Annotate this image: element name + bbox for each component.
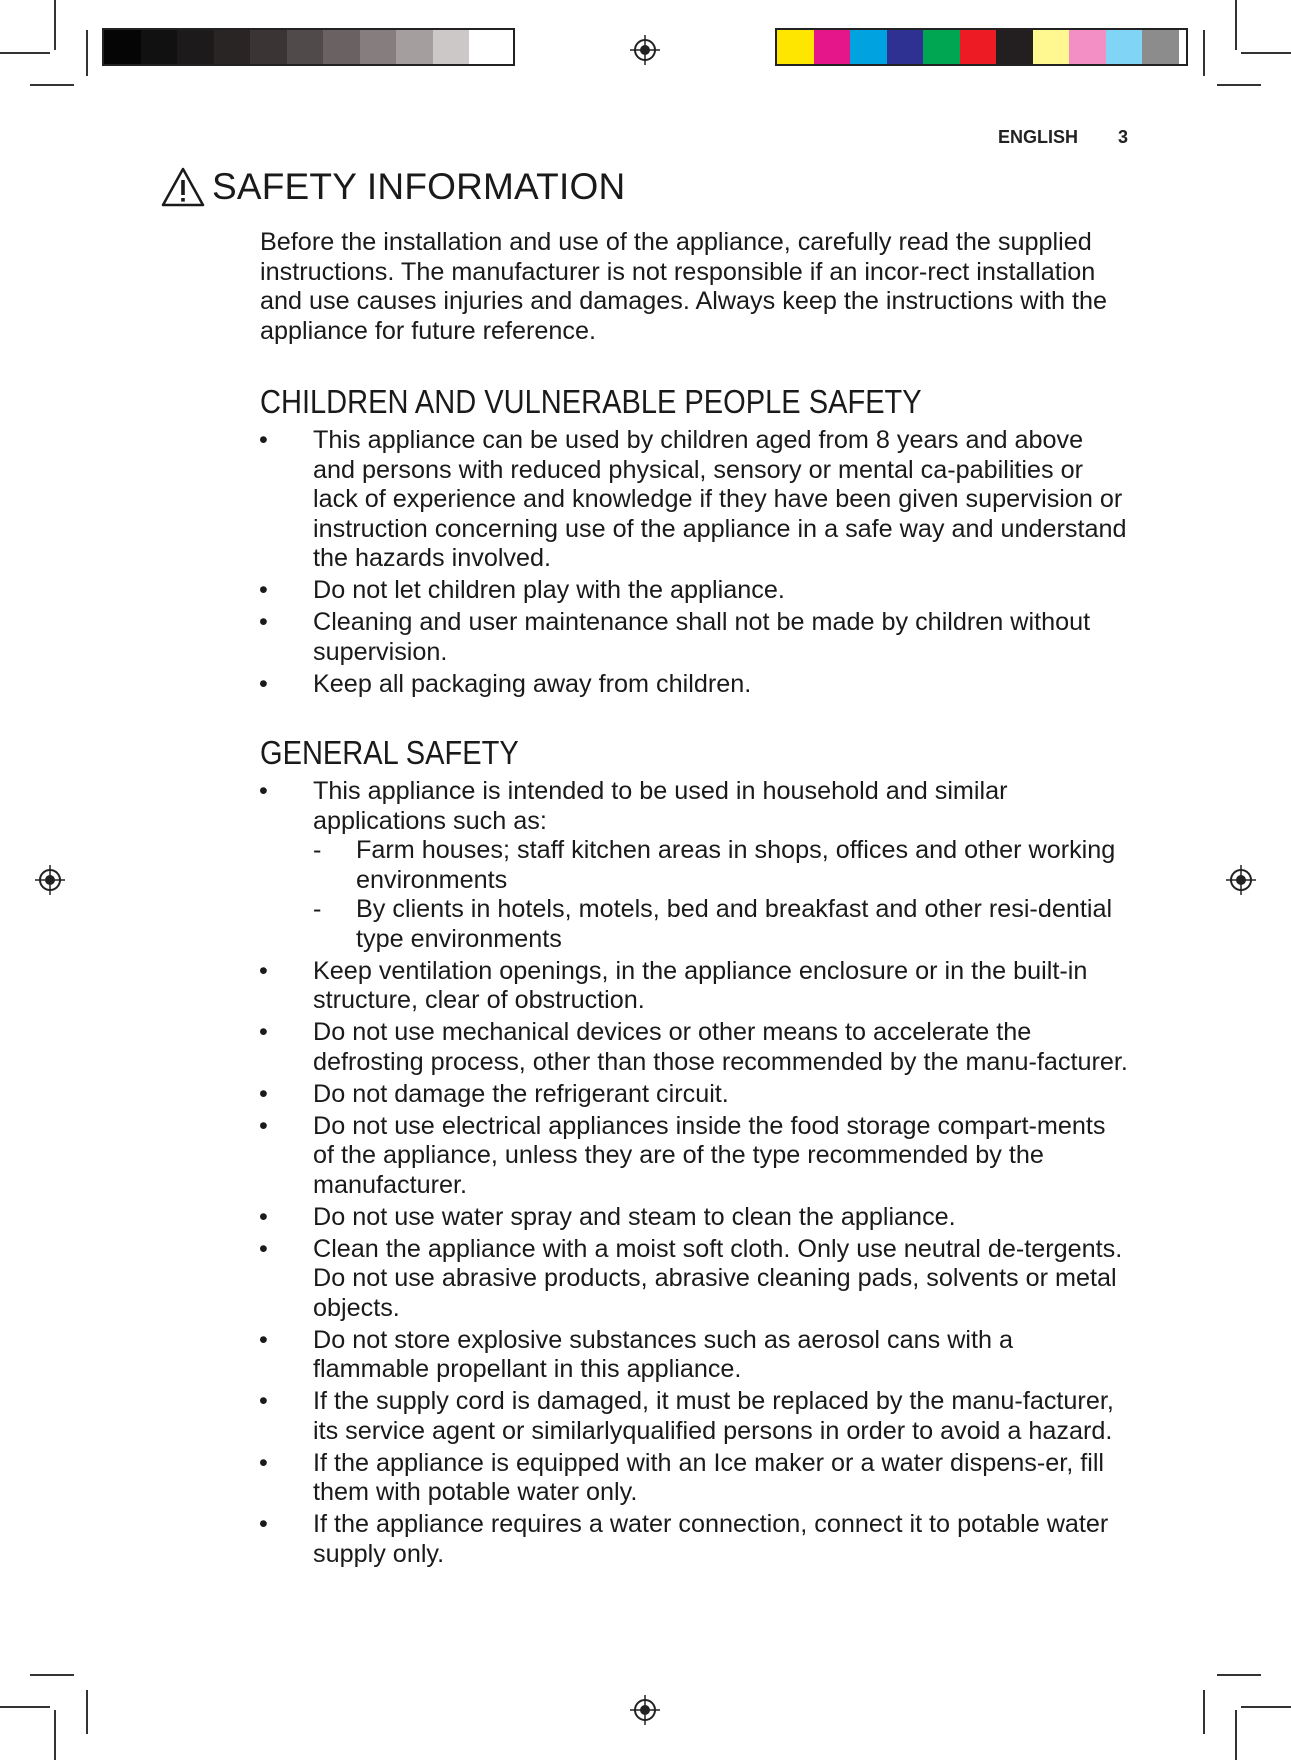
color-swatch bbox=[469, 30, 506, 64]
color-swatch bbox=[923, 30, 960, 64]
registration-mark-icon bbox=[35, 865, 65, 895]
color-swatch bbox=[141, 30, 178, 64]
sub-list-item-text: Farm houses; staff kitchen areas in shops, offices and other working environments bbox=[356, 836, 1116, 894]
bullet-icon: • bbox=[259, 777, 268, 805]
color-swatch bbox=[777, 30, 814, 64]
grayscale-color-bar bbox=[102, 28, 515, 66]
bullet-icon: • bbox=[259, 1387, 268, 1415]
color-swatch bbox=[814, 30, 851, 64]
list-item-text: Do not let children play with the appliance. bbox=[313, 576, 785, 604]
section-heading: CHILDREN AND VULNERABLE PEOPLE SAFETY bbox=[260, 383, 922, 420]
list-item bbox=[260, 1112, 1130, 1201]
intro-paragraph: Before the installation and use of the appliance, carefully read the supplied instructions. The manufacturer is not responsible if an incor-rect installation and use causes injuries and damages. Always keep the instructions with the appliance for future reference. bbox=[260, 228, 1108, 345]
bullet-icon: • bbox=[259, 1202, 268, 1231]
list-item bbox=[260, 957, 1130, 1016]
list-item-text: Do not store explosive substances such as aerosol cans with a flammable propellant in this appliance. bbox=[313, 1325, 1014, 1383]
bullet-icon: • bbox=[259, 1448, 268, 1477]
bullet-icon: • bbox=[259, 1234, 268, 1263]
page-title bbox=[160, 166, 625, 208]
list-item-text: Cleaning and user maintenance shall not be made by children without supervision. bbox=[313, 608, 1091, 666]
document-body bbox=[260, 228, 1130, 1605]
list-item-text: Keep ventilation openings, in the appliance enclosure or in the built-in structure, clear of obstruction. bbox=[313, 956, 1088, 1014]
bullet-icon: • bbox=[259, 1510, 268, 1538]
list-item-text: This appliance can be used by children aged from 8 years and above and persons with reduced physical, sensory or mental ca-pabilities or lack of experience and knowledge if they have been given supervision or instruction concerning use of the appliance in a safe way and understand the hazards involved. bbox=[313, 426, 1127, 572]
list-item-text: If the appliance is equipped with an Ice maker or a water dispens-er, fill them with potable water only. bbox=[313, 1448, 1105, 1506]
list-item-text: Do not use mechanical devices or other means to accelerate the defrosting process, other than those recommended by the manu-facturer. bbox=[313, 1018, 1128, 1076]
list-item-text: Clean the appliance with a moist soft cloth. Only use neutral de-tergents. Do not use abrasive products, abrasive cleaning pads, solvents or metal objects. bbox=[313, 1234, 1123, 1322]
color-swatch bbox=[887, 30, 924, 64]
list-item bbox=[260, 1018, 1130, 1077]
list-item bbox=[260, 670, 1130, 700]
list-item bbox=[260, 1326, 1130, 1385]
list-item-text: Do not use electrical appliances inside the food storage compart-ments of the appliance, unless they are of the type recommended by the manufacturer. bbox=[313, 1111, 1106, 1199]
page-header bbox=[998, 127, 1128, 148]
section-heading: GENERAL SAFETY bbox=[260, 734, 519, 771]
language-label: ENGLISH bbox=[997, 127, 1078, 147]
list-item bbox=[260, 1203, 1130, 1233]
color-swatch bbox=[850, 30, 887, 64]
bullet-list bbox=[260, 426, 1130, 699]
sub-list-item-text: By clients in hotels, motels, bed and breakfast and other resi-dential type environments bbox=[356, 895, 1113, 953]
bullet-icon: • bbox=[259, 1111, 268, 1140]
color-swatch bbox=[360, 30, 397, 64]
bullet-icon: • bbox=[259, 956, 268, 985]
color-swatch bbox=[1106, 30, 1143, 64]
registration-mark-icon bbox=[1226, 865, 1256, 895]
color-swatch bbox=[996, 30, 1033, 64]
color-swatch bbox=[1033, 30, 1070, 64]
page-number: 3 bbox=[1117, 127, 1128, 147]
list-item-text: If the appliance requires a water connection, connect it to potable water supply only. bbox=[313, 1510, 1109, 1568]
color-swatch bbox=[1069, 30, 1106, 64]
dash-icon: - bbox=[313, 836, 322, 864]
color-swatch bbox=[287, 30, 324, 64]
list-item-text: Do not use water spray and steam to clean the appliance. bbox=[313, 1202, 956, 1231]
registration-mark-icon bbox=[630, 1695, 660, 1725]
title-text: SAFETY INFORMATION bbox=[212, 166, 626, 207]
list-item bbox=[260, 1510, 1130, 1569]
color-swatch bbox=[1142, 30, 1179, 64]
warning-triangle-icon bbox=[160, 166, 206, 208]
list-item-text: Keep all packaging away from children. bbox=[313, 669, 752, 698]
registration-mark-icon bbox=[630, 35, 660, 65]
color-swatch bbox=[177, 30, 214, 64]
list-item bbox=[260, 576, 1130, 606]
bullet-icon: • bbox=[259, 608, 268, 636]
color-swatch bbox=[214, 30, 251, 64]
sub-list-item bbox=[313, 895, 1130, 954]
color-swatch bbox=[104, 30, 141, 64]
color-swatch bbox=[250, 30, 287, 64]
color-swatch bbox=[396, 30, 433, 64]
sub-list-item bbox=[313, 836, 1130, 895]
color-swatch bbox=[433, 30, 470, 64]
bullet-icon: • bbox=[259, 426, 268, 454]
list-item-text: This appliance is intended to be used in household and similar applications such as: bbox=[313, 777, 1008, 835]
list-item-text: Do not damage the refrigerant circuit. bbox=[313, 1079, 729, 1108]
sections-container bbox=[260, 384, 1130, 1569]
bullet-icon: • bbox=[259, 576, 268, 604]
dash-icon: - bbox=[313, 895, 322, 923]
bullet-icon: • bbox=[259, 1018, 268, 1046]
bullet-icon: • bbox=[259, 669, 268, 698]
list-item bbox=[260, 777, 1130, 954]
bullet-list bbox=[260, 777, 1130, 1569]
list-item bbox=[260, 1080, 1130, 1110]
color-swatch bbox=[323, 30, 360, 64]
process-color-bar bbox=[775, 28, 1188, 66]
bullet-icon: • bbox=[259, 1079, 268, 1108]
bullet-icon: • bbox=[259, 1325, 268, 1354]
list-item bbox=[260, 1387, 1130, 1446]
list-item bbox=[260, 426, 1130, 574]
list-item bbox=[260, 1449, 1130, 1508]
color-swatch bbox=[960, 30, 997, 64]
list-item bbox=[260, 1235, 1130, 1324]
sub-list bbox=[313, 836, 1130, 954]
list-item-text: If the supply cord is damaged, it must be replaced by the manu-facturer, its service agent or similarlyqualified persons in order to avoid a hazard. bbox=[313, 1387, 1114, 1445]
list-item bbox=[260, 608, 1130, 667]
